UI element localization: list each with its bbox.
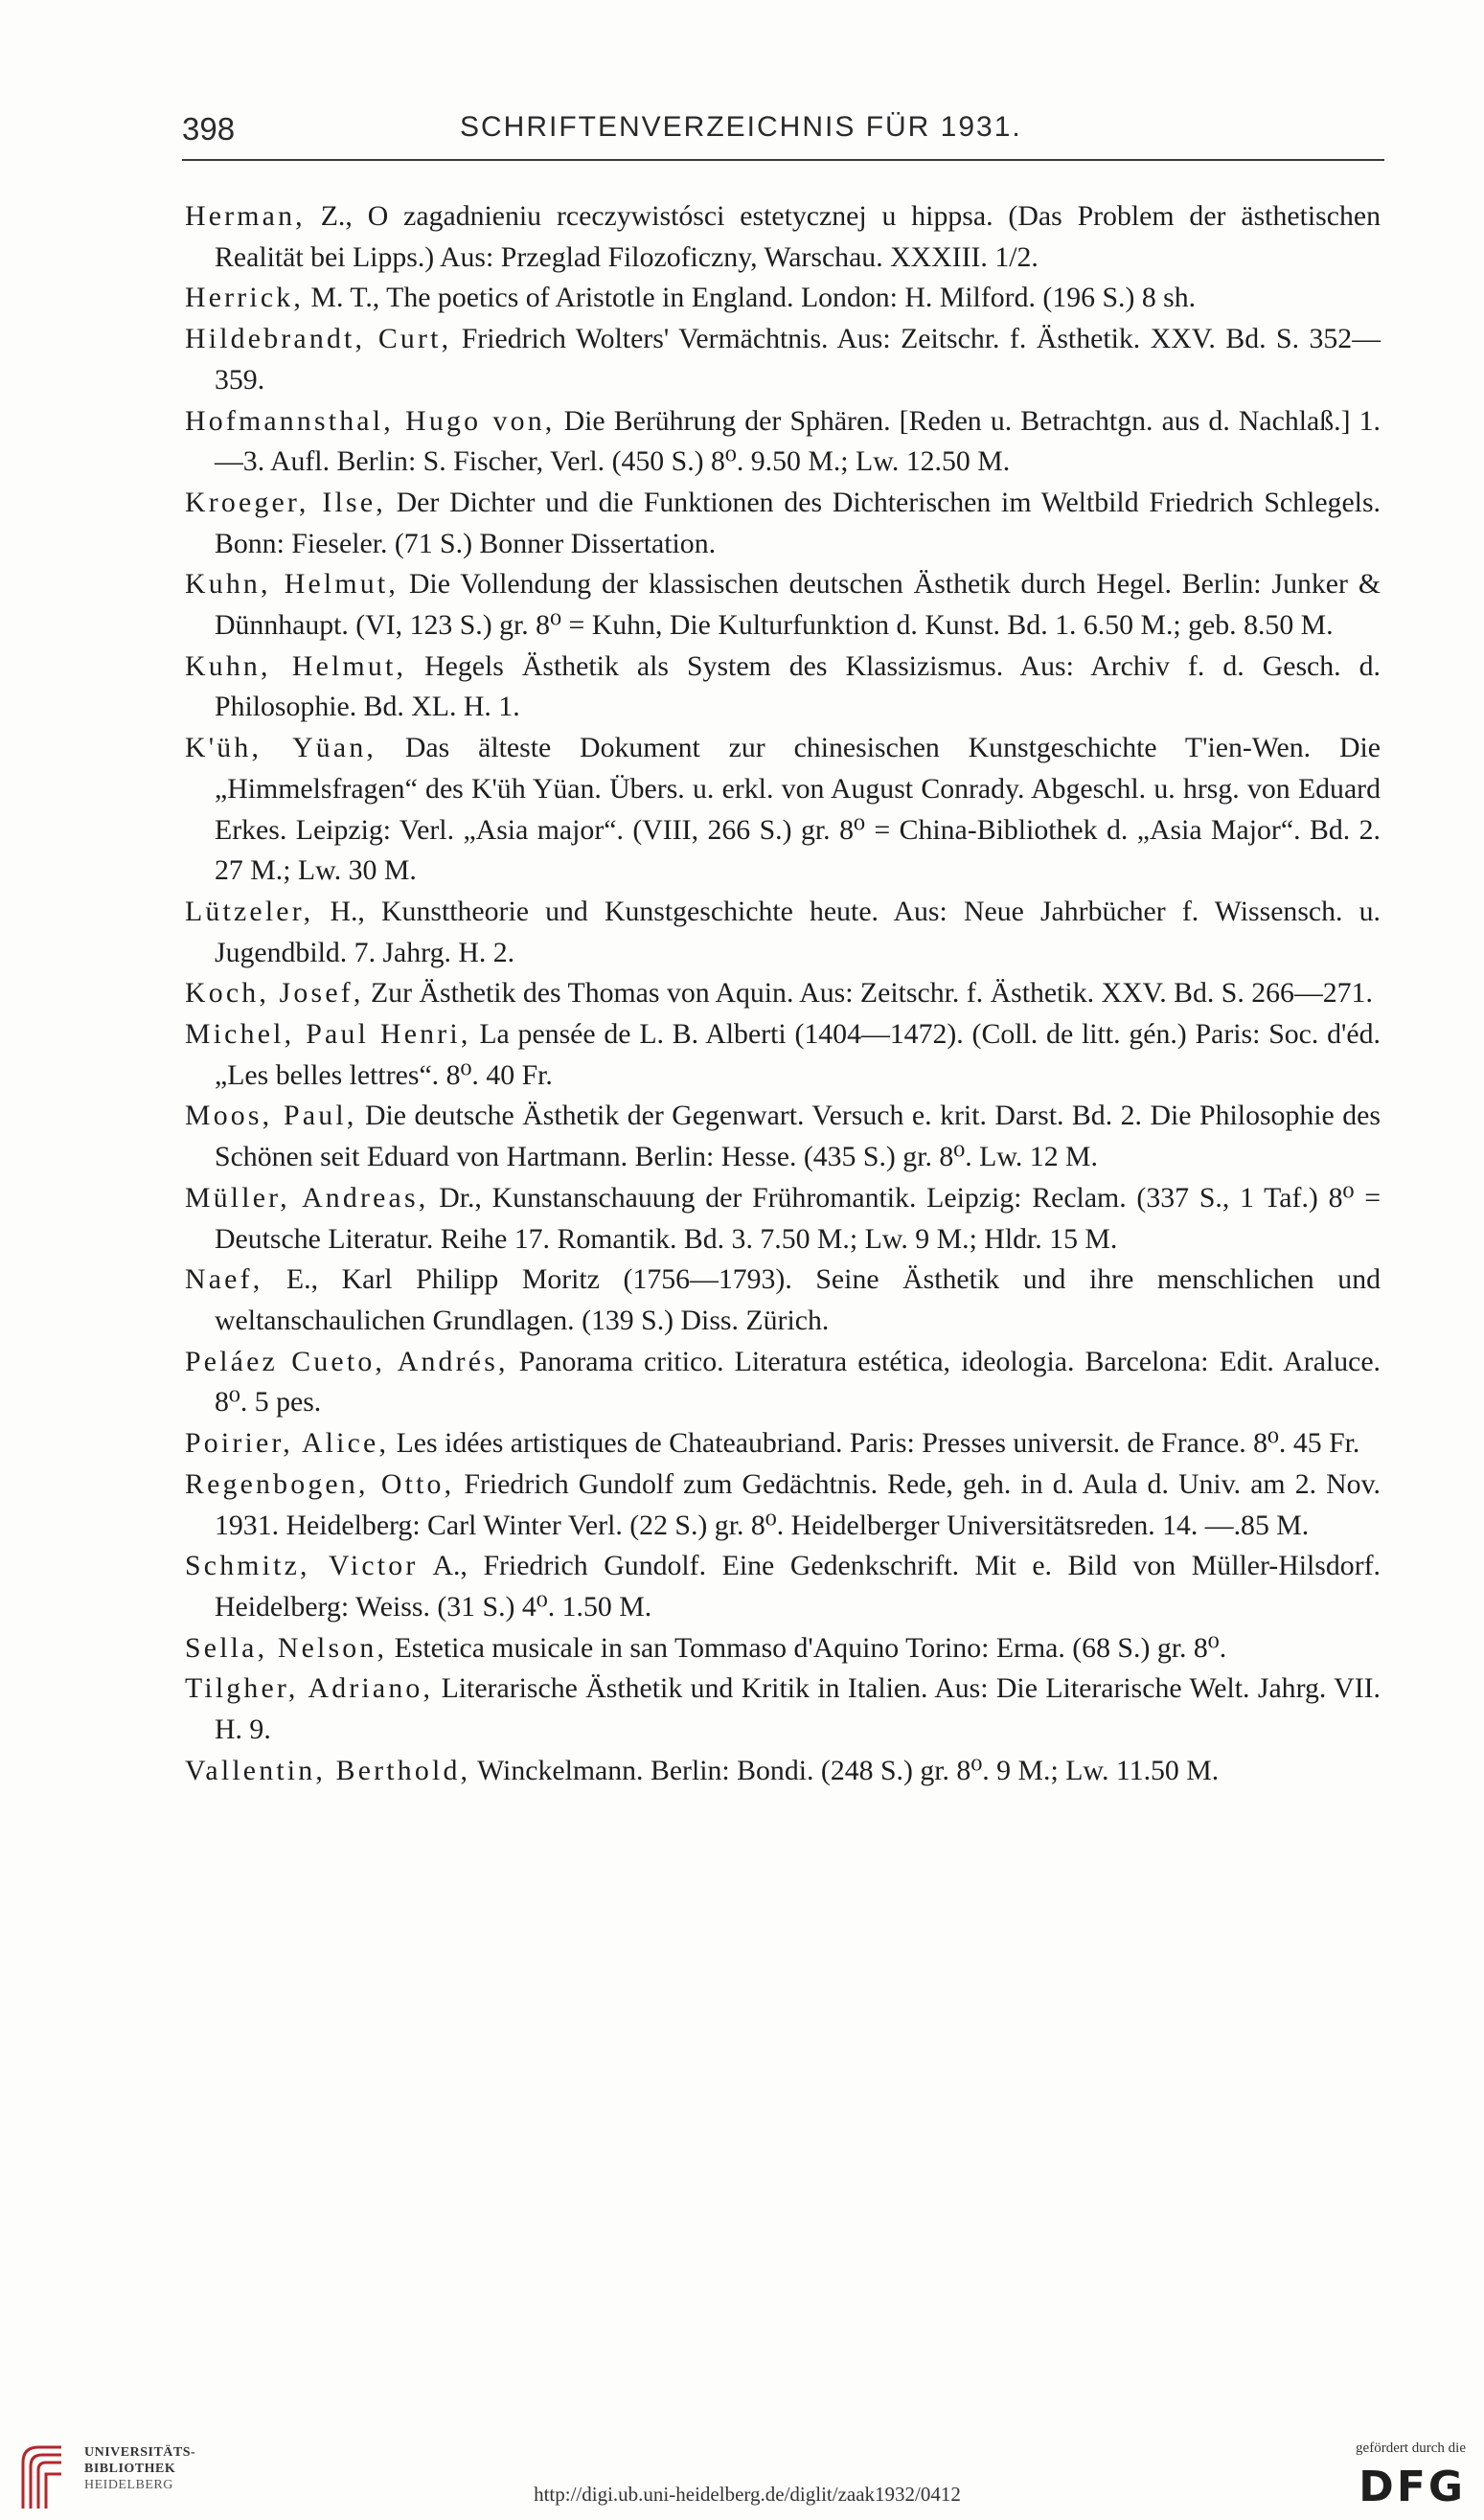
bibliography-entry: [185, 196, 1381, 278]
funding-label: gefördert durch die: [1356, 2441, 1466, 2456]
entry-text: E., Karl Philipp Moritz (1756—1793). Seine Ästhetik und ihre menschlichen und weltanschaulichen Grundlagen. (139 S.) Diss. Zürich.: [215, 1263, 1381, 1336]
entry-author: Kuhn, Helmut,: [185, 568, 399, 601]
entry-text: Friedrich Gundolf zum Gedächtnis. Rede, geh. in d. Aula d. Univ. am 2. Nov. 1931. Heidelberg: Carl Winter Verl. (22 S.) gr. 8⁰. Heidelberger Universitätsreden. 14. —.85 M.: [215, 1467, 1381, 1541]
entry-text: H., Kunsttheorie und Kunstgeschichte heute. Aus: Neue Jahrbücher f. Wissensch. u. Jugendbild. 7. Jahrg. H. 2.: [215, 895, 1381, 968]
entry-author: Moos, Paul,: [185, 1100, 357, 1132]
bibliography-entry: [185, 1669, 1381, 1750]
entry-author: Kuhn, Helmut,: [185, 649, 407, 682]
bibliography-entry: [185, 319, 1381, 400]
entry-text: Literarische Ästhetik und Kritik in Italien. Aus: Die Literarische Welt. Jahrg. VII. H. 9.: [215, 1672, 1381, 1746]
entry-author: Poirier, Alice,: [185, 1427, 390, 1460]
page-number: 398: [182, 111, 236, 147]
entry-text: Das älteste Dokument zur chinesischen Kunstgeschichte T'ien-Wen. Die „Himmelsfragen“ des K'üh Yüan. Übers. u. erkl. von August Conrady. Abgeschl. u. hrsg. von Eduard Erkes. Leipzig: Verl. „Asia major“. (VIII, 266 S.) gr. 8⁰ = China-Bibliothek d. „Asia Major“. Bd. 2. 27 M.; Lw. 30 M.: [215, 732, 1381, 887]
entry-text: Die deutsche Ästhetik der Gegenwart. Versuch e. krit. Darst. Bd. 2. Die Philosophie des Schönen seit Eduard von Hartmann. Berlin: Hesse. (435 S.) gr. 8⁰. Lw. 12 M.: [215, 1100, 1381, 1173]
entry-text: Panorama critico. Literatura estética, ideologia. Barcelona: Edit. Araluce. 8⁰. 5 pes.: [215, 1345, 1381, 1419]
bibliography-entry: [185, 647, 1381, 728]
entry-author: Lützeler,: [185, 895, 314, 927]
entry-text: La pensée de L. B. Alberti (1404—1472). (Coll. de litt. gén.) Paris: Soc. d'éd. „Les belles lettres“. 8⁰. 40 Fr.: [215, 1018, 1381, 1091]
entry-text: Der Dichter und die Funktionen des Dichterischen im Weltbild Friedrich Schlegels. Bonn: Fieseler. (71 S.) Bonner Dissertation.: [215, 486, 1381, 559]
entry-text: Zur Ästhetik des Thomas von Aquin. Aus: Zeitschr. f. Ästhetik. XXV. Bd. S. 266—271.: [363, 977, 1373, 1010]
entry-author: Regenbogen, Otto,: [185, 1467, 455, 1500]
bibliography-entry: [185, 892, 1381, 973]
bibliography-entry: [185, 1751, 1381, 1792]
bibliography-entry: [185, 1178, 1381, 1260]
bibliography-entry: [185, 1628, 1381, 1669]
entry-author: K'üh, Yüan,: [185, 732, 377, 764]
bibliography-entry: [185, 1096, 1381, 1177]
entry-author: Vallentin, Berthold,: [185, 1754, 471, 1786]
bibliography-entry: [185, 728, 1381, 892]
entry-author: Tilgher, Adriano,: [185, 1672, 434, 1705]
bibliography-entry: [185, 1546, 1381, 1627]
entry-text: Z., O zagadnieniu rceczywistósci estetycznej u hippsa. (Das Problem der ästhetischen Realität bei Lipps.) Aus: Przeglad Filozoficzny, Warschau. XXXIII. 1/2.: [215, 200, 1381, 273]
footer: [0, 2433, 1484, 2520]
university-library-logo-icon: [15, 2438, 68, 2512]
entry-author: Michel, Paul Henri,: [185, 1018, 471, 1051]
bibliography-entry: [185, 1342, 1381, 1423]
entry-text: Friedrich Wolters' Vermächtnis. Aus: Zeitschr. f. Ästhetik. XXV. Bd. S. 352—359.: [215, 323, 1381, 396]
entry-author: Sella, Nelson,: [185, 1631, 388, 1664]
entry-author: Herman,: [185, 200, 306, 232]
entry-author: Peláez Cueto, Andrés,: [185, 1345, 509, 1377]
bibliography-entry: [185, 1260, 1381, 1341]
library-line-1: UNIVERSITÄTS-: [84, 2445, 196, 2460]
bibliography-list: [185, 196, 1381, 1791]
entry-author: Schmitz, Victor: [185, 1550, 419, 1582]
bibliography-entry: [185, 564, 1381, 646]
entry-text: A., Friedrich Gundolf. Eine Gedenkschrift. Mit e. Bild von Müller-Hilsdorf. Heidelberg: Weiss. (31 S.) 4⁰. 1.50 M.: [215, 1550, 1381, 1623]
bibliography-entry: [185, 401, 1381, 483]
entry-text: Hegels Ästhetik als System des Klassizismus. Aus: Archiv f. d. Gesch. d. Philosophie. Bd. XL. H. 1.: [215, 649, 1381, 723]
library-line-2: BIBLIOTHEK: [84, 2462, 176, 2476]
entry-text: M. T., The poetics of Aristotle in England. London: H. Milford. (196 S.) 8 sh.: [304, 282, 1197, 314]
entry-author: Müller, Andreas,: [185, 1181, 429, 1214]
entry-author: Hildebrandt, Curt,: [185, 323, 452, 355]
dfg-logo: DFG: [1358, 2463, 1466, 2511]
entry-text: Die Vollendung der klassischen deutschen Ästhetik durch Hegel. Berlin: Junker & Dünnhaupt. (VI, 123 S.) gr. 8⁰ = Kuhn, Die Kulturfunktion d. Kunst. Bd. 1. 6.50 M.; geb. 8.50 M.: [215, 568, 1381, 642]
bibliography-entry: [185, 973, 1381, 1014]
entry-text: Die Berührung der Sphären. [Reden u. Betrachtgn. aus d. Nachlaß.] 1.—3. Aufl. Berlin: S. Fischer, Verl. (450 S.) 8⁰. 9.50 M.; Lw. 12.50 M.: [215, 404, 1381, 478]
bibliography-entry: [185, 1423, 1381, 1464]
university-library-name: [84, 2444, 195, 2493]
page-title: SCHRIFTENVERZEICHNIS FÜR 1931.: [460, 111, 1022, 143]
source-url-link[interactable]: http://digi.ub.uni-heidelberg.de/diglit/zaak1932/0412: [534, 2483, 961, 2506]
entry-text: Dr., Kunstanschauung der Frühromantik. Leipzig: Reclam. (337 S., 1 Taf.) 8⁰ = Deutsche Literatur. Reihe 17. Romantik. Bd. 3. 7.50 M.; Lw. 9 M.; Hldr. 15 M.: [215, 1181, 1381, 1255]
entry-author: Naef,: [185, 1263, 263, 1296]
library-line-3: HEIDELBERG: [84, 2478, 173, 2492]
bibliography-entry: [185, 1464, 1381, 1546]
entry-author: Hofmannsthal, Hugo von,: [185, 404, 556, 437]
entry-author: Koch, Josef,: [185, 977, 364, 1010]
entry-text: Les idées artistiques de Chateaubriand. Paris: Presses universit. de France. 8⁰. 45 Fr.: [389, 1427, 1360, 1460]
entry-text: Winckelmann. Berlin: Bondi. (248 S.) gr. 8⁰. 9 M.; Lw. 11.50 M.: [470, 1754, 1220, 1786]
page-header: [182, 111, 1384, 161]
bibliography-entry: [185, 278, 1381, 319]
entry-author: Herrick,: [185, 282, 305, 314]
bibliography-entry: [185, 1014, 1381, 1096]
entry-text: Estetica musicale in san Tommaso d'Aquino Torino: Erma. (68 S.) gr. 8⁰.: [387, 1631, 1227, 1664]
bibliography-entry: [185, 483, 1381, 564]
entry-author: Kroeger, Ilse,: [185, 486, 386, 518]
